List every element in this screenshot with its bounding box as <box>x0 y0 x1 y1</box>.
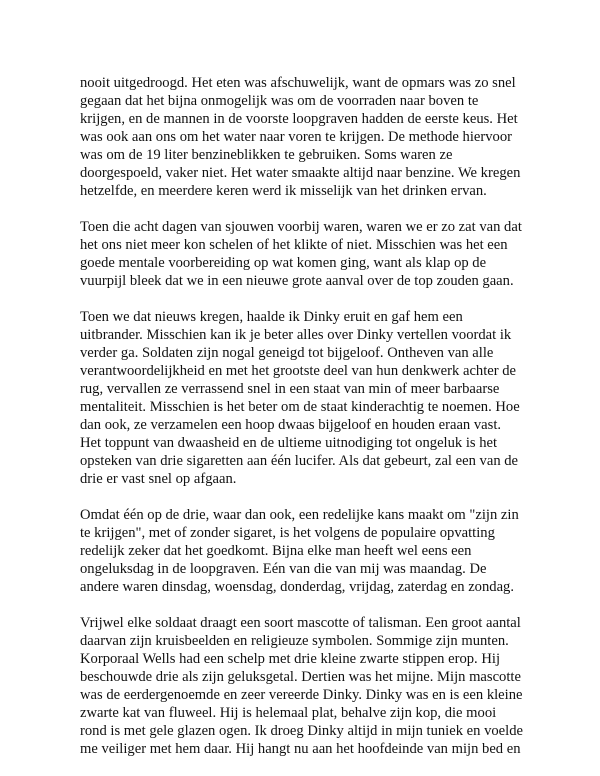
paragraph <box>80 308 540 488</box>
text-line: verder ga. Soldaten zijn nogal geneigd tot bijgeloof. Ontheven van alle <box>80 345 494 361</box>
text-line: uitbrander. Misschien kan ik je beter alles over Dinky vertellen voordat ik <box>80 327 512 343</box>
text-line: Omdat één op de drie, waar dan ook, een redelijke kans maakt om "zijn zin <box>80 507 519 523</box>
text-line: te krijgen", met of zonder sigaret, is het volgens de populaire opvatting <box>80 525 495 541</box>
text-line: Toen we dat nieuws kregen, haalde ik Dinky eruit en gaf hem een <box>80 309 463 325</box>
text-line: daarvan zijn kruisbeelden en religieuze symbolen. Sommige zijn munten. <box>80 633 509 649</box>
text-line: verantwoordelijkheid en met het grootste deel van hun denkwerk achter de <box>80 363 517 379</box>
text-line: beschouwde drie als zijn geluksgetal. Dertien was het mijne. Mijn mascotte <box>80 669 521 685</box>
text-line: Het toppunt van dwaasheid en de ultieme uitnodiging tot ongeluk is het <box>80 435 498 451</box>
text-line: gegaan dat het bijna onmogelijk was om de voorraden naar boven te <box>80 93 479 109</box>
text-line: me veiliger met hem daar. Hij hangt nu aan het hoofdeinde van mijn bed en <box>80 741 521 757</box>
text-line: vuurpijl bleek dat we in een nieuwe grote aanval over de top zouden gaan. <box>80 273 514 289</box>
text-line: Korporaal Wells had een schelp met drie kleine zwarte stippen erop. Hij <box>80 651 501 667</box>
paragraph <box>80 506 540 596</box>
text-line: Toen die acht dagen van sjouwen voorbij waren, waren we er zo zat van dat <box>80 219 522 235</box>
paragraph <box>80 614 540 758</box>
text-line: hetzelfde, en meerdere keren werd ik misselijk van het drinken ervan. <box>80 183 487 199</box>
text-line: ongeluksdag in de loopgraven. Eén van die van mij was maandag. De <box>80 561 487 577</box>
text-line: was ook aan ons om het water naar voren te krijgen. De methode hiervoor <box>80 129 512 145</box>
text-line: Vrijwel elke soldaat draagt een soort mascotte of talisman. Een groot aantal <box>80 615 521 631</box>
body-text <box>80 74 540 776</box>
text-line: opsteken van drie sigaretten aan één lucifer. Als dat gebeurt, zal een van de <box>80 453 519 469</box>
text-line: goede mentale voorbereiding op wat komen ging, want als klap op de <box>80 255 487 271</box>
text-line: was de eerdergenoemde en zeer vereerde Dinky. Dinky was en is een kleine <box>80 687 523 703</box>
text-line: nooit uitgedroogd. Het eten was afschuwelijk, want de opmars was zo snel <box>80 75 516 91</box>
text-line: het ons niet meer kon schelen of het klikte of niet. Misschien was het een <box>80 237 508 253</box>
text-line: krijgen, en de mannen in de voorste loopgraven hadden de eerste keus. Het <box>80 111 518 127</box>
text-line: doorgespoeld, vaker niet. Het water smaakte altijd naar benzine. We kregen <box>80 165 521 181</box>
text-line: rug, vervallen ze verrassend snel in een staat van min of meer barbaarse <box>80 381 500 397</box>
text-line: was om de 19 liter benzineblikken te gebruiken. Soms waren ze <box>80 147 453 163</box>
paragraph <box>80 218 540 290</box>
text-line: rond is met gele glazen ogen. Ik droeg Dinky altijd in mijn tuniek en voelde <box>80 723 523 739</box>
text-line: redelijk zeker dat het goedkomt. Bijna elke man heeft wel eens een <box>80 543 472 559</box>
text-line: dan ook, ze verzamelen een hoop dwaas bijgeloof en houden eraan vast. <box>80 417 502 433</box>
text-line: zwarte kat van fluweel. Hij is helemaal plat, behalve zijn kop, die mooi <box>80 705 497 721</box>
text-line: andere waren dinsdag, woensdag, donderdag, vrijdag, zaterdag en zondag. <box>80 579 514 595</box>
text-line: mentaliteit. Misschien is het beter om de staat kinderachtig te noemen. Hoe <box>80 399 520 415</box>
text-line: drie er vast snel op afgaan. <box>80 471 237 487</box>
paragraph <box>80 74 540 200</box>
